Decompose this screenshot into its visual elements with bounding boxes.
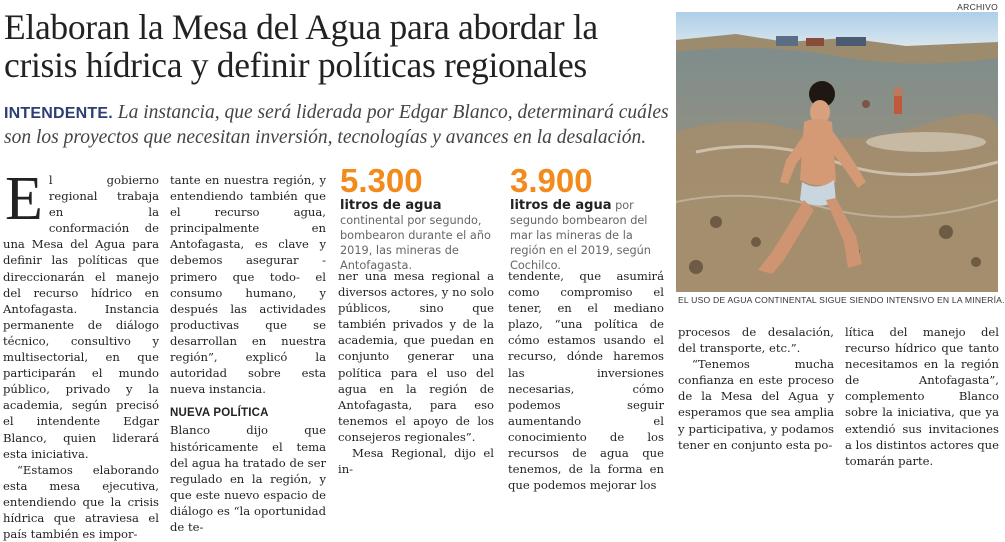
body-column-4	[508, 268, 664, 493]
stat-unit: litros de agua	[510, 198, 612, 213]
headline: Elaboran la Mesa del Agua para abordar la crisis hídrica y definir políticas regionales	[4, 7, 598, 85]
photo-illustration	[676, 12, 998, 292]
lede-kicker: INTENDENTE.	[4, 105, 113, 122]
drop-cap: E	[5, 165, 43, 233]
paragraph: procesos de desalación, del transporte, etc.”.	[678, 325, 834, 356]
paragraph: l gobierno regional trabaja en la conformación de una Mesa del Agua para definir las políticas que direccionarán el manejo del recurso hídrico en Antofagasta. Instancia permanente de diálogo técnico, consultivo y multisectorial, en que participarán el mundo público, privado y la academia, según precisó el intendente Edgar Blanco, quien liderará esta iniciativa.	[3, 173, 159, 461]
lede-text: La instancia, que será liderada por Edgar Blanco, determinará cuáles son los proyectos que necesitan inversión, tecnologías y avances en la desalación.	[4, 102, 669, 148]
paragraph: Blanco dijo que históricamente el tema del agua ha tratado de ser regulado en la región, y que este nuevo espacio de diálogo es “la oportunidad de te-	[170, 423, 326, 534]
body-column-1	[3, 165, 159, 542]
news-photo	[676, 12, 998, 292]
body-column-3	[338, 268, 494, 477]
stat-unit: litros de agua	[340, 198, 442, 213]
paragraph: “Estamos elaborando esta mesa ejecutiva, entendiendo que la crisis hídrica que atraviesa el país también es impor-	[3, 462, 159, 542]
body-column-6	[845, 324, 999, 469]
stat-number: 3.900	[510, 162, 593, 199]
paragraph: tante en nuestra región, y entendiendo también que el recurso agua, principalmente en Antofagasta, es clave y debemos asegurar -primero que todo- el consumo humano, y después las actividades productivas que se desarrollan en nuestra región”, explicó la autoridad sobre esta nueva instancia.	[170, 173, 326, 397]
lede	[4, 101, 669, 150]
stat-text	[510, 198, 670, 273]
body-column-2	[170, 172, 326, 535]
paragraph: lítica del manejo del recurso hídrico que tanto necesitamos en la región de Antofagasta”, complemento Blanco sobre la iniciativa, que ya extendió sus invitaciones a los distintos actores que tomarán parte.	[845, 325, 999, 468]
body-column-5	[678, 324, 834, 453]
stat-text	[340, 198, 500, 273]
stat-description: por segundo bombearon del mar las mineras de la región en el 2019, según Cochilco.	[510, 199, 651, 272]
stat-number: 5.300	[340, 162, 423, 199]
stat-box-continental	[340, 164, 500, 273]
section-subhead: NUEVA POLÍTICA	[170, 407, 269, 420]
photo-credit: ARCHIVO	[957, 2, 998, 12]
paragraph: “Tenemos mucha confianza en este proceso de la Mesa del Agua y esperamos que sea amplia y participativa, y podamos tener en conjunto esta po-	[678, 357, 834, 452]
stat-description: continental por segundo, bombearon durante el año 2019, las mineras de Antofagasta.	[340, 214, 491, 272]
stat-box-sea	[510, 164, 670, 273]
paragraph: ner una mesa regional a diversos actores, y no solo públicos, sino que también privados y de la academia, que puedan en conjunto generar una política para el uso del agua en la región de Antofagasta, para eso tenemos el apoyo de los consejeros regionales”.	[338, 269, 494, 444]
photo-caption: EL USO DE AGUA CONTINENTAL SIGUE SIENDO INTENSIVO EN LA MINERÍA.	[678, 295, 1005, 305]
paragraph: Mesa Regional, dijo el in-	[338, 446, 494, 477]
paragraph: tendente, que asumirá como compromiso el tener, en el mediano plazo, “una política de cómo estamos usando el recurso, dónde haremos las inversiones necesarias, cómo podemos seguir aumentando el conocimiento de los recursos de agua que tenemos, de la forma en que podemos mejorar los	[508, 269, 664, 493]
